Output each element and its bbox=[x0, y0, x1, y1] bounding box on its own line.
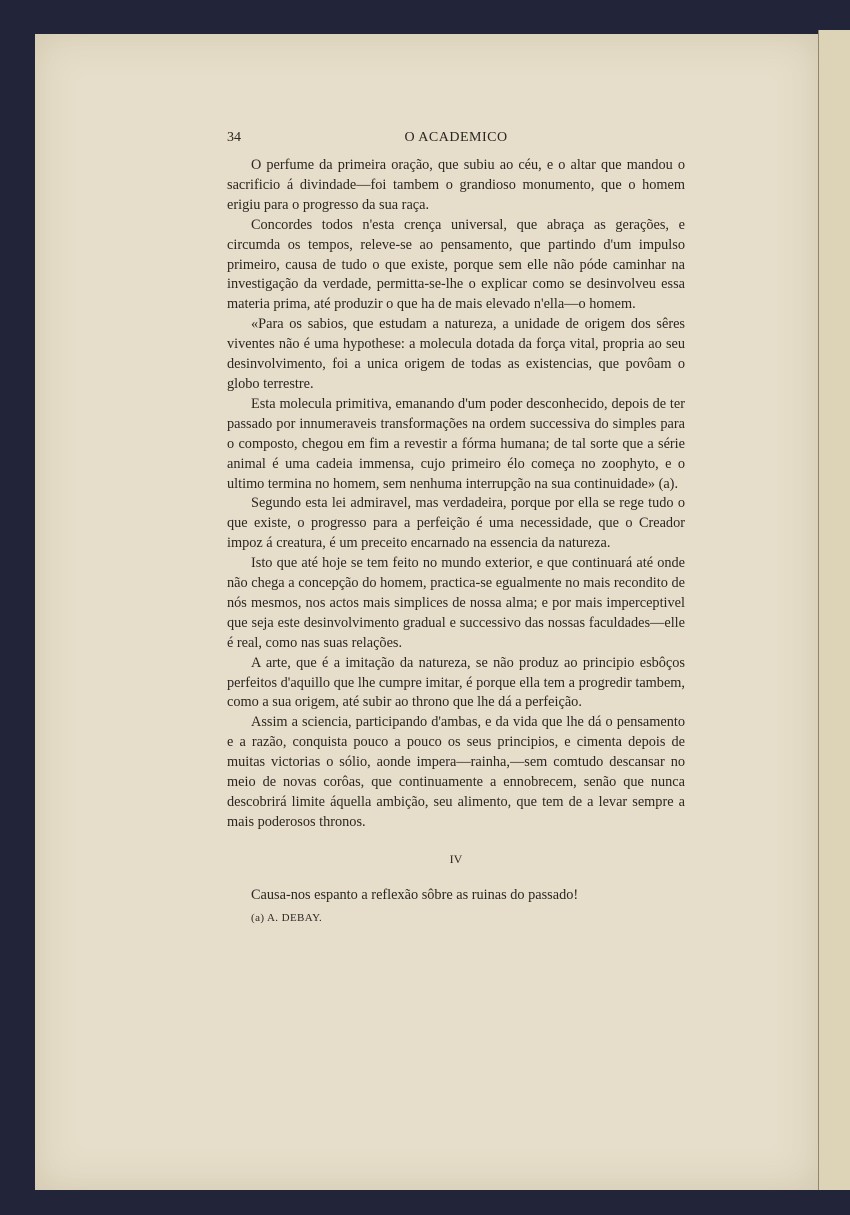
article-body bbox=[227, 156, 685, 833]
paragraph: Assim a sciencia, participando d'ambas, e da vida que lhe dá o pensamento e a razão, conquista pouco a pouco os seus principios, e cimenta depois de muitas victorias o sólio, aonde impera—rainha,—sem comtudo descansar no meio de novas corôas, que continuamente a ennobrecem, senão que nunca descobrirá limite áquella ambição, seu alimento, que tem de a levar sempre a mais poderosos thronos. bbox=[227, 714, 685, 830]
section-opening-line: Causa-nos espanto a reflexão sôbre as ruinas do passado! bbox=[251, 887, 579, 903]
running-title: O ACADEMICO bbox=[404, 130, 508, 145]
paragraph: O perfume da primeira oração, que subiu ao céu, e o altar que mandou o sacrificio á divindade—foi tambem o grandioso monumento, que o homem erigiu para o progresso da sua raça. bbox=[227, 157, 685, 213]
paragraph: Esta molecula primitiva, emanando d'um poder desconhecido, depois de ter passado por innumeraveis transformações na ordem successiva do simples para o composto, chegou em fim a revestir a fórma humana; de tal sorte que a série animal é uma cadeia immensa, cujo primeiro élo começa no zoophyto, e o ultimo termina no homem, sem nenhuma interrupção na sua continuidade» (a). bbox=[227, 395, 685, 492]
next-page-edge bbox=[818, 30, 850, 1190]
page-header bbox=[227, 130, 685, 152]
paragraph: Isto que até hoje se tem feito no mundo exterior, e que continuará até onde não chega a concepção do homem, practica-se egualmente no mais recondito de nós mesmos, nos actos mais simplices de nossa alma; e por mais imperceptivel que seja este desinvolvimento gradual e successivo das nossas faculdades—elle é real, como nas suas relações. bbox=[227, 555, 685, 651]
paragraph: «Para os sabios, que estudam a natureza, a unidade de origem dos sêres viventes não é uma hypothese: a molecula dotada da força vital, propria ao seu desinvolvimento, foi a unica origem de todas as existencias, que povôam o globo terrestre. bbox=[227, 316, 685, 392]
paragraph: Segundo esta lei admiravel, mas verdadeira, porque por ella se rege tudo o que existe, o progresso para a perfeição é uma necessidade, que o Creador impoz á creatura, é um preceito encarnado na essencia da natureza. bbox=[227, 495, 685, 552]
section-number: IV bbox=[449, 852, 463, 866]
paragraph: A arte, que é a imitação da natureza, se não produz ao principio esbôços perfeitos d'aquillo que lhe cumpre imitar, é porque ella tem a progredir tambem, como a sua origem, até subir ao throno que lhe dá a perfeição. bbox=[227, 654, 685, 711]
paragraph: Concordes todos n'esta crença universal, que abraça as gerações, e circumda os tempos, releve-se ao pensamento, que partindo d'um impulso primeiro, causa de tudo o que existe, porque sem elle não póde caminhar na investigação da verdade, permitta-se-lhe o explicar como se desinvolveu essa materia prima, até produzir o que ha de mais elevado n'ella—o homem. bbox=[227, 216, 685, 313]
page-number: 34 bbox=[227, 130, 241, 145]
footnote: (a) A. DEBAY. bbox=[251, 912, 323, 924]
